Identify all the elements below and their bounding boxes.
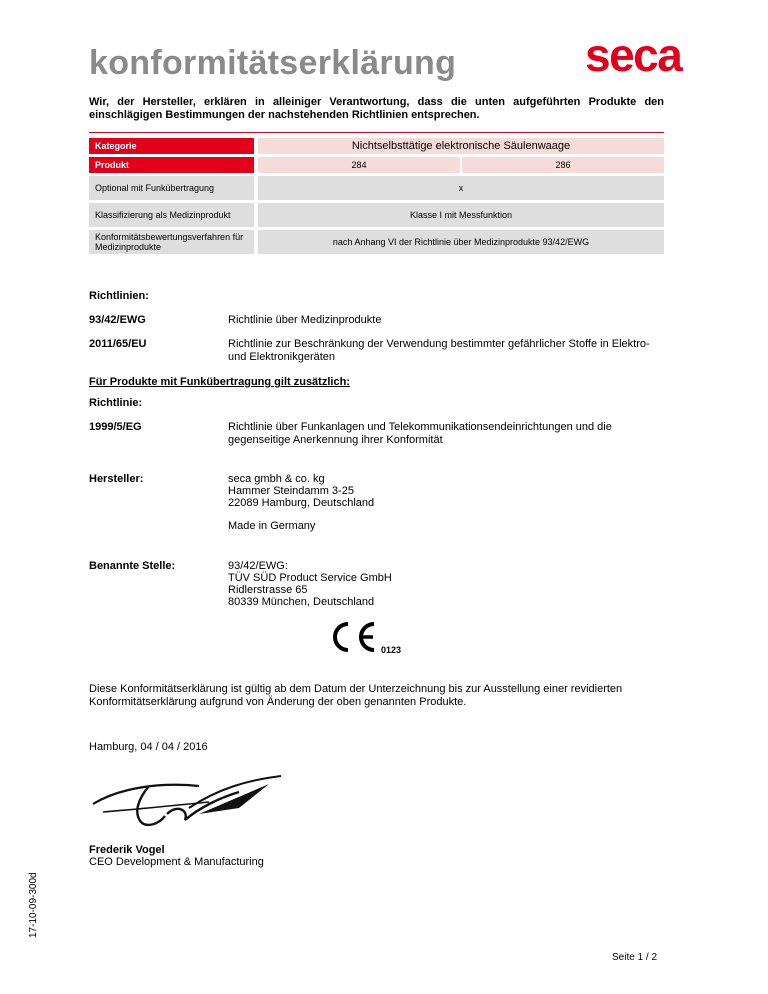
product-table [89,138,664,257]
klassifizierung-value: Klasse I mit Messfunktion [258,203,664,227]
table-row [89,230,664,254]
page-number: Seite 1 / 2 [612,952,658,963]
richtlinie-code: 93/42/EWG [89,314,146,326]
ce-number: 0123 [381,645,402,655]
stelle-line4: 80339 München, Deutschland [228,596,375,608]
richtlinien-heading: Richtlinien: [89,290,149,302]
table-row [89,157,664,173]
funk-value: x [258,176,664,200]
funk-text: Richtlinie über Funkanlagen und Telekommunikationsendeinrichtungen und die gegenseitige Anerkennung ihrer Konformität [228,421,612,446]
produkt-value-286: 286 [462,157,664,173]
table-row [89,176,664,200]
intro-statement: Wir, der Hersteller, erklären in alleiniger Verantwortung, dass die unten aufgeführten Produkte den einschlägigen Bestimmungen der nachstehenden Richtlinien entsprechen. [89,96,664,121]
hersteller-line1: seca gmbh & co. kg [228,473,325,485]
funk-code: 1999/5/EG [89,421,142,433]
hersteller-label: Hersteller: [89,473,144,485]
seca-logo: seca [585,29,682,81]
produkt-label: Produkt [89,157,254,173]
funk-label: Optional mit Funkübertragung [89,176,254,200]
signer-name: Frederik Vogel [89,844,165,856]
document-code: 17-10-09-300d [28,872,39,938]
konformitaet-value: nach Anhang VI der Richtlinie über Medizinprodukte 93/42/EWG [258,230,664,254]
signature-icon [89,768,289,834]
funk-subheading: Richtlinie: [89,397,143,409]
made-in-germany: Made in Germany [228,520,316,532]
hersteller-line3: 22089 Hamburg, Deutschland [228,497,375,509]
table-row [89,138,664,154]
hersteller-line2: Hammer Steindamm 3-25 [228,485,354,497]
stelle-line3: Ridlerstrasse 65 [228,584,308,596]
richtlinie-text: Richtlinie zur Beschränkung der Verwendung bestimmter gefährlicher Stoffe in Elektro- und Elektronikgeräten [228,338,650,363]
ce-mark-icon [326,620,378,654]
stelle-label: Benannte Stelle: [89,560,176,572]
kategorie-label: Kategorie [89,138,254,154]
konformitaet-label: Konformitätsbewertungsverfahren für Medizinprodukte [89,230,254,254]
klassifizierung-label: Klassifizierung als Medizinprodukt [89,203,254,227]
document-title: konformitätserklärung [89,44,457,82]
stelle-line2: TÜV SÜD Product Service GmbH [228,572,392,584]
stelle-line1: 93/42/EWG: [228,560,288,572]
richtlinie-code: 2011/65/EU [89,338,147,350]
date-place: Hamburg, 04 / 04 / 2016 [89,741,208,753]
funk-heading: Für Produkte mit Funkübertragung gilt zusätzlich: [89,376,350,388]
signer-role: CEO Development & Manufacturing [89,856,264,868]
validity-statement: Diese Konformitätserklärung ist gültig ab dem Datum der Unterzeichnung bis zur Ausstellung einer revidierten Konformitätserklärung aufgrund von Änderung der oben genannten Produkte. [89,683,623,708]
divider-line [89,132,664,133]
richtlinie-text: Richtlinie über Medizinprodukte [228,314,382,326]
produkt-value-284: 284 [258,157,460,173]
kategorie-value: Nichtselbsttätige elektronische Säulenwaage [258,138,664,154]
table-row [89,203,664,227]
